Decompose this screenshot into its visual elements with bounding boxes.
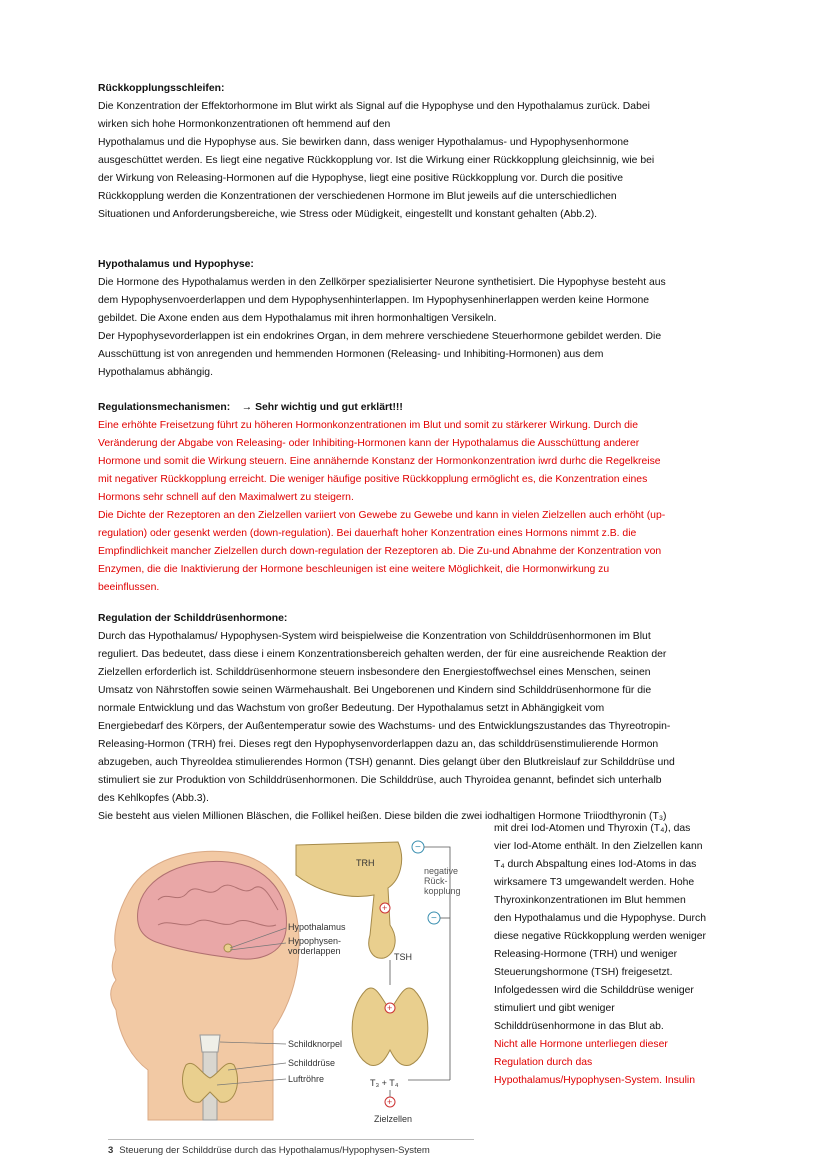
- heading-regulation-title: Regulationsmechanismen:: [98, 402, 231, 413]
- section-schilddruese: [98, 610, 730, 826]
- minus-icon-glyph: −: [415, 842, 421, 853]
- text-line: Sie besteht aus vielen Millionen Bläschen, die Follikel heißen. Diese bilden die zwei iodhaltigen Hormone Triiodthyronin (T₃): [98, 811, 667, 822]
- section-hypothalamus: [98, 256, 730, 382]
- text-line: Der Hypophysevorderlappen ist ein endokrines Organ, in dem mehrere verschiedene Steuerhormone gebildet werden. Die: [98, 331, 662, 342]
- text-line: Infolgedessen wird die Schilddrüse weniger: [494, 985, 694, 996]
- text-line: stimuliert sie zur Produktion von Schilddrüsenhormonen. Die Schilddrüse, auch Thyroidea genannt, befindet sich unterhalb: [98, 775, 662, 786]
- text-line-red: Hypothalamus/Hypophysen-System. Insulin: [494, 1075, 695, 1086]
- text-line: Die Dichte der Rezeptoren an den Zielzellen variiert von Gewebe zu Gewebe und kann in vielen Zielzellen auch erhöht (up-: [98, 510, 666, 521]
- text-line: regulation) oder gesenkt werden (down-regulation). Bei dauerhaft hoher Konzentration eines Hormons nimmt z.B. die: [98, 528, 637, 539]
- label-vorderlappen: vorderlappen: [288, 946, 341, 956]
- text-line: Hormons sehr schnell auf den Maximalwert zu steigern.: [98, 492, 354, 503]
- text-line: abzugeben, auch Thyreoldea stimulierendes Hormon (TSH) genannt. Dies gelangt über den Blutkreislauf zur Schilddrüse und: [98, 757, 675, 768]
- text-line: Die Konzentration der Effektorhormone im Blut wirkt als Signal auf die Hypophyse und den Hypothalamus zurück. Dabei: [98, 101, 650, 112]
- text-line: Steuerungshormone (TSH) freigesetzt.: [494, 967, 673, 978]
- label-hypophysen: Hypophysen-: [288, 936, 342, 946]
- text-line: Ausschüttung ist von anregenden und hemmenden Hormonen (Releasing- und Inhibiting-Hormonen) aus dem: [98, 349, 604, 360]
- heading-rueckkopplung: Rückkopplungsschleifen:: [98, 83, 225, 94]
- heading-regulation: [98, 399, 730, 417]
- text-line: dem Hypophysenvoerderlappen und dem Hypophysenhinterlappen. Im Hypophysenhinerlappen werden keine Hormone: [98, 295, 650, 306]
- thyroid-regulation-figure: [108, 830, 474, 1130]
- text-line: Energiebedarf des Körpers, der Außentemperatur sowie des Wachstums- und des Entwicklungszustandes das Thyreotropin-: [98, 721, 671, 732]
- figure-caption: [108, 1139, 474, 1157]
- section-rueckkopplung: [98, 80, 730, 224]
- text-line: stimuliert und gibt weniger: [494, 1003, 615, 1014]
- text-line: Enzymen, die die Inaktivierung der Hormone beschleunigen ist eine weitere Möglichkeit, die Hormonwirkung zu: [98, 564, 610, 575]
- label-tsh: TSH: [394, 952, 412, 962]
- text-line: beeinflussen.: [98, 582, 160, 593]
- text-line: Hypothalamus abhängig.: [98, 367, 213, 378]
- plus-icon-glyph: +: [387, 1097, 393, 1107]
- text-line: Umsatz von Nährstoffen sowie seinen Wärmehaushalt. Bei Ungeborenen und Kindern sind Schilddrüsenhormone für die: [98, 685, 652, 696]
- label-trh: TRH: [356, 858, 375, 868]
- label-zielzellen: Zielzellen: [374, 1114, 413, 1124]
- text-line: Eine erhöhte Freisetzung führt zu höheren Hormonkonzentrationen im Blut und somit zu stärkerer Wirkung. Durch die: [98, 420, 638, 431]
- text-line: Empfindlichkeit mancher Zielzellen durch down-regulation der Rezeptoren ab. Die Zu-und Abnahme der Konzentration von: [98, 546, 662, 557]
- text-line: T₄ durch Abspaltung eines Iod-Atoms in das: [494, 859, 697, 870]
- thyroid-enlarged: [352, 988, 428, 1066]
- text-line: reguliert. Das bedeutet, dass diese i einem Konzentrationsbereich gehalten werden, der für eine ausreichende Reaktion der: [98, 649, 667, 660]
- text-line: gebildet. Die Axone enden aus dem Hypothalamus mit ihren hormonhaltigen Versikeln.: [98, 313, 497, 324]
- label-kopplung: kopplung: [424, 886, 461, 896]
- text-line: Rückkopplung werden die Konzentrationen der verschiedenen Hormone im Blut jeweils auf die unterschiedlichen: [98, 191, 617, 202]
- paragraph-rueckkopplung: [98, 98, 730, 224]
- text-line: normale Entwicklung und das Wachstum von großer Bedeutung. Der Hypothalamus setzt in Abhängigkeit vom: [98, 703, 605, 714]
- text-line: Releasing-Hormone (TRH) und weniger: [494, 949, 678, 960]
- text-line: wirksamere T3 umgewandelt werden. Hohe: [494, 877, 695, 888]
- text-line: ausgeschüttet werden. Es liegt eine negative Rückkopplung vor. Ist die Wirkung einer Rückkopplung gleichsinnig, wie bei: [98, 155, 655, 166]
- text-line: Hormone und somit die Wirkung steuern. Eine annähernde Konstanz der Hormonkonzentration iwrd durhc die Regelkreise: [98, 456, 661, 467]
- thyroid-cartilage: [200, 1035, 220, 1052]
- plus-icon-glyph: +: [382, 903, 388, 913]
- label-luftroehre: Luftröhre: [288, 1074, 325, 1084]
- paragraph-regulation: [98, 417, 730, 597]
- text-line: den Hypothalamus und die Hypophyse. Durch: [494, 913, 706, 924]
- label-hypothalamus: Hypothalamus: [288, 922, 346, 932]
- label-schildknorpel: Schildknorpel: [288, 1039, 343, 1049]
- text-line: Releasing-Hormon (TRH) frei. Dieses regt den Hypophysenvorderlappen dazu an, das schilddrüsenstimulierende Hormon: [98, 739, 659, 750]
- caption-number: 3: [108, 1145, 114, 1156]
- paragraph-hypothalamus: [98, 274, 730, 382]
- plus-icon-glyph: +: [387, 1003, 393, 1013]
- text-line: Zielzellen erforderlich ist. Schilddrüsenhormone steuern insbesondere den Energiestoffwechsel eines Menschen, seinen: [98, 667, 651, 678]
- label-schilddruese: Schilddrüse: [288, 1058, 336, 1068]
- paragraph-schilddruese: [98, 628, 730, 826]
- text-line: der Wirkung von Releasing-Hormonen auf die Hypophyse, liegt eine positive Rückkopplung vor. Durch die positive: [98, 173, 624, 184]
- text-line: Durch das Hypothalamus/ Hypophysen-System wird beispielweise die Konzentration von Schilddrüsenhormonen im Blut: [98, 631, 651, 642]
- text-line: des Kehlkopfes (Abb.3).: [98, 793, 209, 804]
- text-line: Die Hormone des Hypothalamus werden in den Zellkörper spezialisierter Neurone synthetisiert. Die Hypophyse besteht aus: [98, 277, 666, 288]
- text-line: mit drei Iod-Atomen und Thyroxin (T₄), das: [494, 823, 691, 834]
- text-line: Situationen und Anforderungsbereiche, wie Stress oder Müdigkeit, eingestellt und konstant gehalten (Abb.2).: [98, 209, 598, 220]
- heading-schilddruese: Regulation der Schilddrüsenhormone:: [98, 613, 288, 624]
- text-line: Hypothalamus und die Hypophyse aus. Sie bewirken dann, dass weniger Hypothalamus- und Hypophysenhormone: [98, 137, 629, 148]
- section-regulation: [98, 399, 730, 597]
- caption-text: Steuerung der Schilddrüse durch das Hypothalamus/Hypophysen-System: [119, 1145, 430, 1156]
- text-line: Veränderung der Abgabe von Releasing- oder Inhibiting-Hormonen kann der Hypothalamus die Ausschüttung anderer: [98, 438, 640, 449]
- heading-hypothalamus: Hypothalamus und Hypophyse:: [98, 259, 254, 270]
- text-line: Schilddrüsenhormone in das Blut ab.: [494, 1021, 664, 1032]
- minus-icon-glyph: −: [431, 913, 437, 924]
- heading-regulation-note: → Sehr wichtig und gut erklärt!!!: [241, 402, 403, 413]
- text-line: vier Iod-Atome enthält. In den Zielzellen kann: [494, 841, 703, 852]
- text-line: Thyroxinkonzentrationen im Blut hemmen: [494, 895, 686, 906]
- text-line: mit negativer Rückkopplung erreicht. Die weniger häufige positive Rückkopplung ermöglicht es, die Konzentration eines: [98, 474, 648, 485]
- label-rueck: Rück-: [424, 876, 448, 886]
- text-line-red: Regulation durch das: [494, 1057, 593, 1068]
- label-t3t4: T₃ + T₄: [370, 1078, 399, 1088]
- text-line: wirken sich hohe Hormonkonzentrationen oft hemmend auf den: [98, 119, 391, 130]
- label-negative: negative: [424, 866, 459, 876]
- text-line-red: Nicht alle Hormone unterliegen dieser: [494, 1039, 668, 1050]
- side-paragraph: [494, 820, 734, 1090]
- text-line: diese negative Rückkopplung werden weniger: [494, 931, 706, 942]
